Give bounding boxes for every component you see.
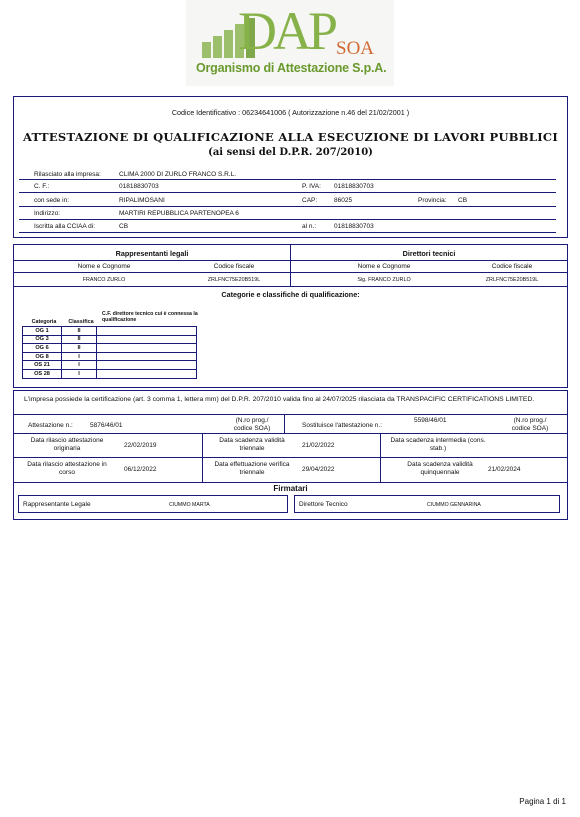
attestazione-n-value: 5876/46/01 [90,422,123,429]
data-scadenza-triennale-value: 21/02/2022 [302,442,335,449]
data-rilascio-in-corso-label: Data rilascio attestazione in corso [27,461,107,476]
cf-direttore-cell [97,344,197,353]
direttore-cf: ZRLFNC75E20B519L [485,277,539,283]
categorie-col-cf-direttore: C.F. direttore tecnico cui è connessa la qualificazione [102,311,198,323]
codice-identificativo: Codice Identificativo : 06234641006 ( Autorizzazione n.46 del 21/02/2001 ) [171,108,410,117]
categoria-cell: OG 8 [23,352,62,361]
rappresentante-cf: ZRLFNC75E20B519L [207,277,261,283]
categoria-cell: OG 1 [23,327,62,336]
data-verifica-triennale-label: Data effettuazione verifica triennale [214,461,290,476]
categorie-col-categoria: Categoria [31,319,57,325]
table-row [23,361,197,370]
cf-direttore-cell [97,335,197,344]
rappresentanti-col-name: Nome e Cognome [77,263,131,270]
rappresentante-name: FRANCO ZURLO [82,277,126,283]
table-row [23,327,197,336]
page-subtitle: (ai sensi del D.P.R. 207/2010) [208,147,373,158]
cf-direttore-cell [97,352,197,361]
data-scadenza-intermedia-label: Data scadenza intermedia (cons. stab.) [390,437,486,452]
rappresentanti-title: Rappresentanti legali [115,249,189,258]
page-number: Pagina 1 di 1 [519,797,566,806]
data-rilascio-originaria-label: Data rilascio attestazione originaria [30,437,104,452]
cf-direttore-cell [97,361,197,370]
data-scadenza-quinquennale-value: 21/02/2024 [488,466,521,473]
classifica-cell: I [62,369,97,378]
classifica-cell: II [62,344,97,353]
cf-direttore-cell [97,327,197,336]
firma-direttore-box [294,495,560,513]
classifica-cell: I [62,361,97,370]
categoria-cell: OS 28 [23,369,62,378]
classifica-cell: I [62,352,97,361]
certificate-header-box [13,96,568,238]
sede-label: con sede in: [34,197,70,204]
table-row [23,335,197,344]
data-scadenza-quinquennale-label: Data scadenza validità quinquennale [407,461,473,476]
sostituisce-nprog: (N.ro prog./ codice SOA) [511,417,549,432]
table-row [23,352,197,361]
cap-label: CAP: [302,197,318,204]
attestation-box [13,390,568,520]
piva-label: P. IVA: [302,183,321,190]
firma-rappresentante-label: Rappresentante Legale [23,501,91,508]
provincia-label: Provincia: [418,197,447,204]
indirizzo-value: MARTIRI REPUBBLICA PARTENOPEA 6 [119,210,239,217]
firma-rappresentante-value: CIUMMO MARTA [169,502,210,508]
direttori-col-cf: Codice fiscale [491,263,533,270]
logo-suffix: SOA [336,38,375,59]
indirizzo-label: Indirizzo: [34,210,61,217]
logo-org-name: Organismo di Attestazione S.p.A. [196,61,387,75]
direttori-title: Direttori tecnici [402,249,456,258]
firma-direttore-value: CIUMMO GENNARINA [427,502,481,508]
cf-value: 01818830703 [119,183,159,190]
sostituisce-label: Sostituisce l'attestazione n.: [302,422,383,429]
data-verifica-triennale-value: 29/04/2022 [302,466,335,473]
table-row [23,344,197,353]
rilasciato-label: Rilasciato alla impresa: [34,171,101,178]
direttori-col-name: Nome e Cognome [357,263,411,270]
cap-value: 86025 [334,197,353,204]
provincia-value: CB [458,197,468,204]
data-rilascio-in-corso-value: 06/12/2022 [124,466,157,473]
attestazione-n-label: Attestazione n.: [28,422,73,429]
classifica-cell: II [62,335,97,344]
attestazione-nprog: (N.ro prog./ codice SOA) [233,417,271,432]
certificazione-text: L'impresa possiede la certificazione (art. 3 comma 1, lettera mm) del D.P.R. 207/2010 valida fino al 24/07/2025 rilasciata da TRANSPACIFIC CERTIFICATIONS LIMITED. [24,396,535,403]
categoria-cell: OS 21 [23,361,62,370]
firmatari-title: Firmatari [273,484,308,493]
rappresentanti-col-cf: Codice fiscale [213,263,255,270]
piva-value: 01818830703 [334,183,374,190]
data-scadenza-triennale-label: Data scadenza validità triennale [219,437,285,452]
rilasciato-value: CLIMA 2000 DI ZURLO FRANCO S.R.L. [119,171,237,178]
cciaa-value: CB [119,223,129,230]
page-title: ATTESTAZIONE DI QUALIFICAZIONE ALLA ESECUZIONE DI LAVORI PUBBLICI [22,130,559,144]
representatives-box [13,244,568,388]
aln-value: 01818830703 [334,223,374,230]
aln-label: al n.: [302,223,317,230]
sostituisce-value: 5598/46/01 [414,417,447,424]
categorie-title: Categorie e classifiche di qualificazione: [221,290,360,299]
direttore-name: Sig. FRANCO ZURLO [357,277,411,283]
logo-brand: DAP [238,1,335,61]
firma-direttore-label: Direttore Tecnico [299,501,348,508]
table-row [23,369,197,378]
sede-value: RIPALIMOSANI [119,197,165,204]
categorie-table [22,326,197,379]
categorie-col-classifica: Classifica [68,319,94,325]
categoria-cell: OG 3 [23,335,62,344]
company-logo [186,0,394,86]
classifica-cell: II [62,327,97,336]
data-rilascio-originaria-value: 22/02/2019 [124,442,157,449]
cciaa-label: Iscritta alla CCIAA di: [34,223,96,230]
cf-label: C. F.: [34,183,50,190]
cf-direttore-cell [97,369,197,378]
firma-rappresentante-box [18,495,288,513]
categoria-cell: OG 6 [23,344,62,353]
